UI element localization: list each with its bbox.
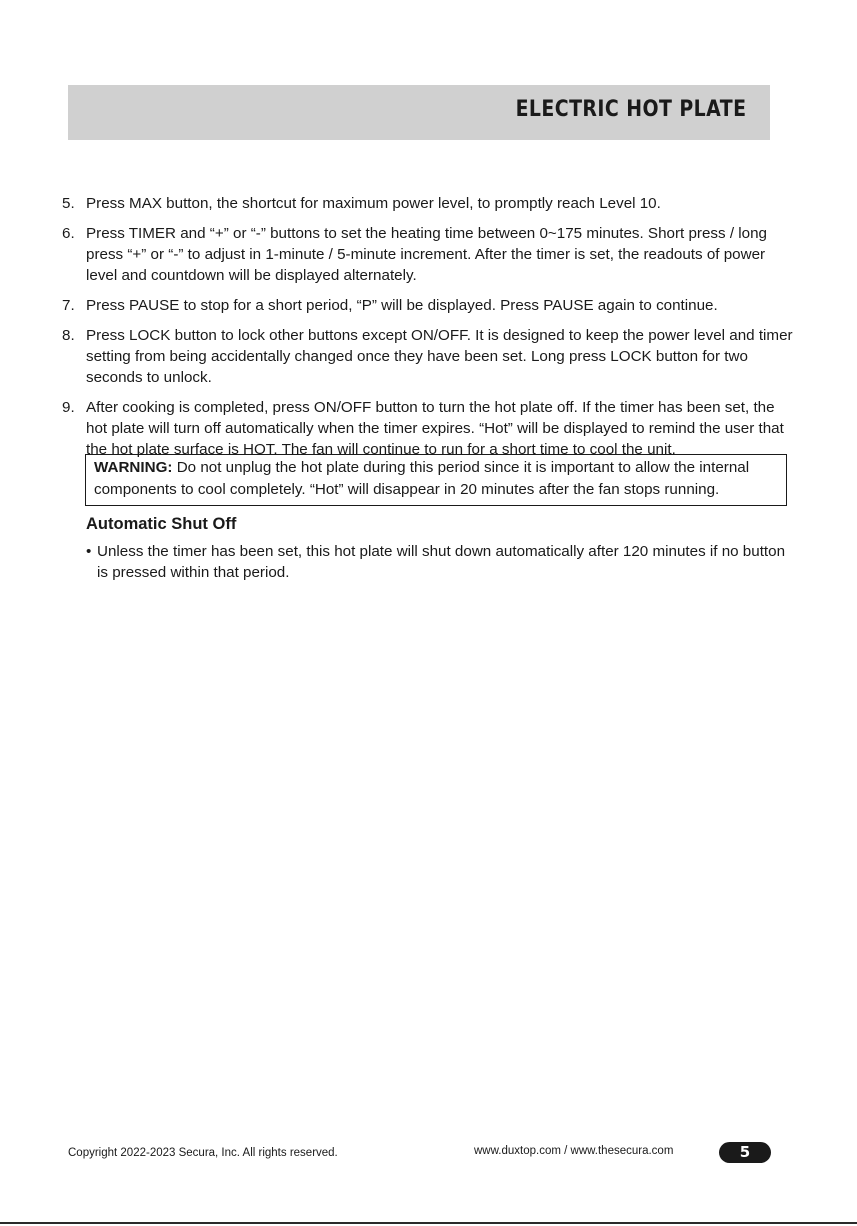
step-item	[62, 295, 798, 316]
step-item	[62, 325, 798, 388]
warning-box	[85, 454, 787, 506]
step-text: Press MAX button, the shortcut for maximum power level, to promptly reach Level 10.	[86, 195, 661, 212]
footer-copyright: Copyright 2022-2023 Secura, Inc. All rights reserved.	[68, 1147, 338, 1159]
auto-shutoff-heading: Automatic Shut Off	[86, 515, 237, 533]
step-text: Press PAUSE to stop for a short period, “P” will be displayed. Press PAUSE again to continue.	[86, 297, 718, 314]
step-number: 6.	[62, 225, 75, 242]
step-text: After cooking is completed, press ON/OFF button to turn the hot plate off. If the timer has been set, the hot plate will turn off automatically when the timer expires. “Hot” will be displayed to remind the user that the hot plate surface is HOT. The fan will continue to run for a short time to cool the unit.	[86, 399, 784, 458]
footer-urls: www.duxtop.com / www.thesecura.com	[474, 1145, 674, 1157]
step-item	[62, 193, 798, 214]
page-header-title: ELECTRIC HOT PLATE	[515, 97, 746, 122]
bullet-mark: •	[86, 543, 92, 560]
step-number: 5.	[62, 195, 75, 212]
warning-text: Do not unplug the hot plate during this period since it is important to allow the internal components to cool completely. “Hot” will disappear in 20 minutes after the fan stops running.	[94, 459, 750, 498]
step-number: 7.	[62, 297, 75, 314]
step-number: 8.	[62, 327, 75, 344]
step-text: Press LOCK button to lock other buttons except ON/OFF. It is designed to keep the power level and timer setting from being accidentally changed once they have been set. Long press LOCK button for two seconds to unlock.	[86, 327, 793, 386]
page-number-badge: 5	[719, 1142, 771, 1163]
header-band	[68, 85, 770, 140]
instruction-steps-list	[62, 193, 798, 469]
warning-label: WARNING:	[94, 459, 173, 476]
step-item	[62, 397, 798, 460]
auto-shutoff-text: Unless the timer has been set, this hot plate will shut down automatically after 120 minutes if no button is pressed within that period.	[97, 543, 786, 581]
step-number: 9.	[62, 399, 75, 416]
step-item	[62, 223, 798, 286]
bottom-divider	[0, 1222, 857, 1224]
step-text: Press TIMER and “+” or “-” buttons to set the heating time between 0~175 minutes. Short press / long press “+” or “-” to adjust in 1-minute / 5-minute increment. After the timer is set, the readouts of power level and countdown will be displayed alternately.	[86, 225, 767, 284]
auto-shutoff-bullet-item	[86, 541, 797, 583]
